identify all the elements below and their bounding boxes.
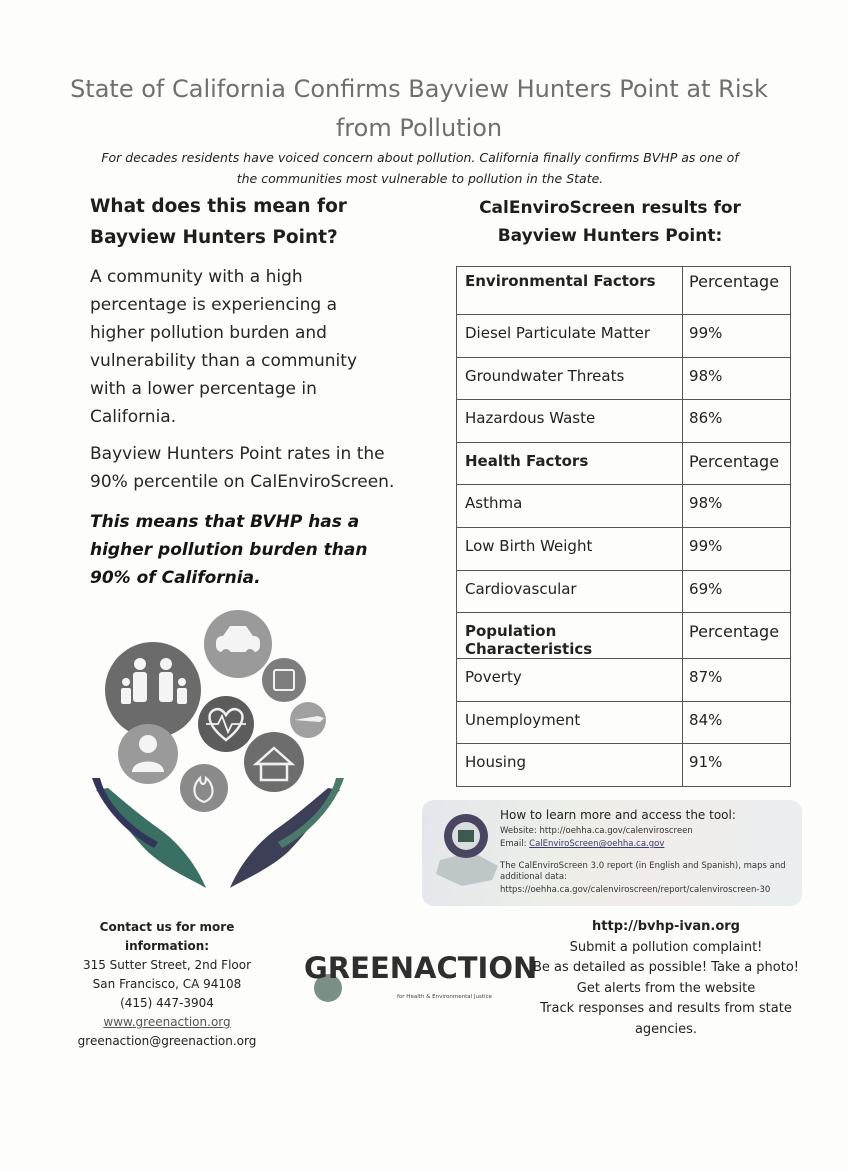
- website-label: Website:: [500, 826, 540, 836]
- bvhp-line-alerts: Get alerts from the website: [576, 980, 756, 996]
- contact-email[interactable]: greenaction@greenaction.org: [77, 1034, 257, 1048]
- community-hands-illustration: [88, 602, 348, 892]
- bvhp-info-block: [530, 917, 802, 1040]
- table-cell-value: Percentage: [683, 613, 791, 659]
- table-cell-factor: Hazardous Waste: [457, 400, 683, 443]
- table-cell-factor: Environmental Factors: [457, 267, 683, 315]
- page-title: State of California Confirms Bayview Hunters Point at Risk from Pollution: [70, 75, 768, 142]
- table-row: [457, 357, 791, 400]
- table-cell-factor: Population Characteristics: [457, 613, 683, 659]
- table-row-health-header: [457, 442, 791, 485]
- table-cell-value: 99%: [683, 315, 791, 358]
- table-cell-value: Percentage: [683, 267, 791, 315]
- table-cell-factor: Low Birth Weight: [457, 527, 683, 570]
- table-cell-value: 98%: [683, 485, 791, 528]
- greenaction-logo-text: GREENACTION: [304, 951, 538, 985]
- table-row: [457, 315, 791, 358]
- bvhp-line-track: Track responses and results from state agencies.: [540, 1001, 792, 1037]
- tool-report-link[interactable]: https://oehha.ca.gov/calenviroscreen/report/calenviroscreen-30: [500, 885, 771, 895]
- greenaction-logo-tagline: for Health & Environmental Justice: [397, 994, 492, 1000]
- contact-phone: (415) 447-3904: [120, 996, 214, 1010]
- table-row-environmental-header: [457, 267, 791, 315]
- tool-email-line: [500, 839, 664, 849]
- table-cell-factor: Groundwater Threats: [457, 357, 683, 400]
- table-cell-factor: Health Factors: [457, 442, 683, 485]
- percentile-paragraph: Bayview Hunters Point rates in the 90% percentile on CalEnviroScreen.: [90, 444, 395, 492]
- bvhp-website-link[interactable]: http://bvhp-ivan.org: [592, 919, 740, 934]
- table-cell-value: 86%: [683, 400, 791, 443]
- tool-website-line: [500, 826, 693, 836]
- table-cell-value: 98%: [683, 357, 791, 400]
- table-cell-value: 69%: [683, 570, 791, 613]
- table-cell-value: 91%: [683, 744, 791, 787]
- contact-website-link[interactable]: www.greenaction.org: [103, 1015, 231, 1029]
- page-subtitle: For decades residents have voiced concern about pollution. California finally confirms BVHP as one of the communities most vulnerable to pollution in the State.: [101, 150, 739, 186]
- table-cell-factor: Poverty: [457, 659, 683, 702]
- table-cell-factor: Unemployment: [457, 701, 683, 744]
- person-icon: [139, 735, 157, 753]
- tool-website-link[interactable]: http://oehha.ca.gov/calenviroscreen: [539, 826, 693, 836]
- table-cell-factor: Cardiovascular: [457, 570, 683, 613]
- table-row: [457, 659, 791, 702]
- tool-report-text: The CalEnviroScreen 3.0 report (in English and Spanish), maps and additional data:: [500, 861, 786, 882]
- safe-circle-icon: [262, 658, 306, 702]
- contact-address-line1: 315 Sutter Street, 2nd Floor: [82, 958, 252, 972]
- contact-heading: Contact us for more information:: [99, 920, 235, 953]
- contact-block: [56, 918, 278, 1051]
- bvhp-line-detail: Be as detailed as possible! Take a photo!: [532, 960, 800, 975]
- contact-address-line2: San Francisco, CA 94108: [92, 977, 242, 991]
- tool-email-link[interactable]: CalEnviroScreen@oehha.ca.gov: [529, 839, 665, 849]
- table-row: [457, 701, 791, 744]
- table-row: [457, 400, 791, 443]
- table-cell-factor: Housing: [457, 744, 683, 787]
- table-cell-value: 87%: [683, 659, 791, 702]
- table-cell-factor: Diesel Particulate Matter: [457, 315, 683, 358]
- conclusion-paragraph: This means that BVHP has a higher pollution burden than 90% of California.: [90, 512, 368, 588]
- bvhp-line-complaint: Submit a pollution complaint!: [569, 939, 763, 955]
- person-circle-icon: [118, 724, 178, 784]
- left-heading: What does this mean for Bayview Hunters Point?: [90, 196, 347, 248]
- car-icon: [216, 636, 260, 652]
- results-heading: CalEnviroScreen results for Bayview Hunters Point:: [479, 198, 741, 246]
- california-map-icon: [432, 808, 502, 888]
- table-row: [457, 744, 791, 787]
- table-row: [457, 485, 791, 528]
- fire-circle-icon: [180, 764, 228, 812]
- table-cell-value: Percentage: [683, 442, 791, 485]
- table-cell-factor: Asthma: [457, 485, 683, 528]
- results-table-body: [457, 267, 791, 787]
- email-label: Email:: [500, 839, 530, 849]
- right-hand-icon: [230, 788, 340, 888]
- table-cell-value: 99%: [683, 527, 791, 570]
- house-circle-icon: [244, 732, 304, 792]
- explanation-paragraph: A community with a high percentage is experiencing a higher pollution burden and vulnerability than a community with a lower percentage in California.: [90, 267, 358, 427]
- table-row: [457, 570, 791, 613]
- tool-info-title: How to learn more and access the tool:: [500, 808, 736, 822]
- table-row-population-header: [457, 613, 791, 659]
- table-row: [457, 527, 791, 570]
- results-table: [456, 266, 791, 787]
- table-cell-value: 84%: [683, 701, 791, 744]
